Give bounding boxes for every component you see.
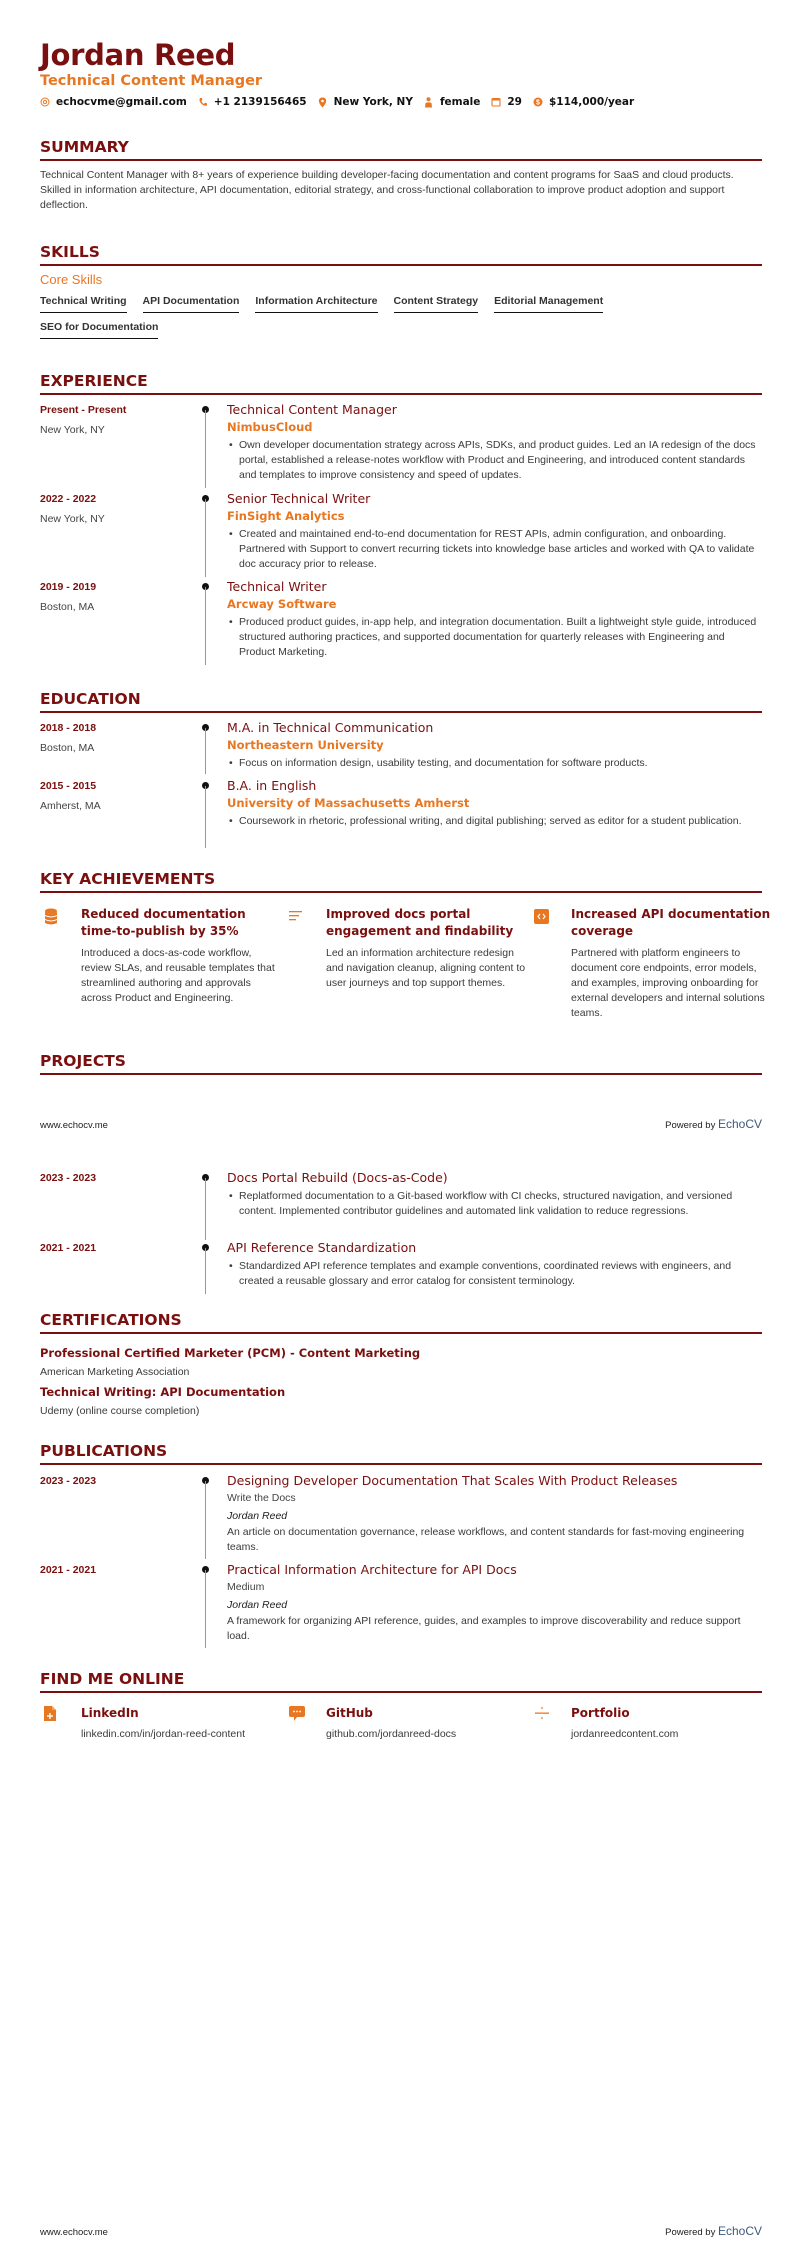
footer-brand[interactable]: EchoCV — [717, 1117, 762, 1131]
experience-bullet: • Own developer documentation strategy across APIs, SDKs, and product guides. Led an IA redesign of the docs portal, established a release-notes workflow with Product and Engineering, and introduced content standards and templates to improve consistency and speed of updates. — [227, 438, 762, 483]
experience-location: New York, NY — [40, 513, 105, 525]
person-icon — [424, 97, 434, 108]
footer-site-link[interactable]: www.echocv.me — [40, 2227, 108, 2238]
skill-tag: SEO for Documentation — [40, 321, 158, 339]
timeline-line — [205, 410, 206, 488]
skill-tag: Content Strategy — [394, 295, 479, 313]
publications-heading: PUBLICATIONS — [40, 1442, 762, 1465]
project-title: API Reference Standardization — [227, 1240, 417, 1255]
education-location: Amherst, MA — [40, 800, 101, 812]
divide-icon — [534, 1705, 550, 1723]
publication-title: Practical Information Architecture for API Docs — [227, 1562, 517, 1577]
online-heading: FIND ME ONLINE — [40, 1670, 762, 1693]
publication-description: A framework for organizing API reference, guides, and examples to improve discoverability and reduce support load. — [227, 1615, 741, 1642]
contact-salary: $ $114,000/year — [533, 96, 634, 108]
page-footer-bottom — [40, 2224, 762, 2238]
timeline-line — [205, 1570, 206, 1648]
education-degree: M.A. in Technical Communication — [227, 720, 434, 735]
experience-bullet: • Created and maintained end-to-end documentation for REST APIs, admin configuration, and onboarding. Partnered with Support to convert recurring tickets into knowledge base articles and worked with QA to validate doc accuracy prior to release. — [227, 527, 762, 572]
project-title: Docs Portal Rebuild (Docs-as-Code) — [227, 1170, 448, 1185]
contact-age: 29 — [491, 96, 522, 108]
experience-role: Technical Writer — [227, 579, 327, 594]
certification-issuer: American Marketing Association — [40, 1366, 190, 1378]
publication-author: Jordan Reed — [227, 1510, 288, 1522]
phone-icon — [198, 97, 208, 107]
page-footer — [40, 1117, 762, 1131]
experience-role: Senior Technical Writer — [227, 491, 371, 506]
education-school: Northeastern University — [227, 738, 384, 752]
publication-author: Jordan Reed — [227, 1599, 288, 1611]
certification-name: Professional Certified Marketer (PCM) - Content Marketing — [40, 1346, 421, 1360]
achievement-title: Improved docs portal engagement and findability — [326, 907, 514, 938]
publication-date: 2023 - 2023 — [40, 1475, 97, 1487]
education-bullet: • Coursework in rhetoric, professional writing, and digital publishing; served as editor for a student publication. — [227, 814, 762, 829]
timeline-line — [205, 1248, 206, 1294]
contact-location: New York, NY — [318, 96, 413, 108]
contact-phone[interactable]: +1 2139156465 — [198, 96, 307, 108]
footer-site-link[interactable]: www.echocv.me — [40, 1120, 108, 1131]
experience-location: New York, NY — [40, 424, 105, 436]
achievement-title: Reduced documentation time-to-publish by 35% — [81, 907, 246, 938]
document-plus-icon — [44, 1705, 60, 1723]
timeline-line — [205, 499, 206, 577]
skills-group-label: Core Skills — [40, 272, 103, 287]
project-bullet: • Standardized API reference templates and example conventions, coordinated reviews with engineers, and created a reusable glossary and error catalog for consistent terminology. — [227, 1259, 762, 1289]
skills-heading: SKILLS — [40, 243, 762, 266]
publication-date: 2021 - 2021 — [40, 1564, 97, 1576]
education-date: 2015 - 2015 — [40, 780, 97, 792]
education-location: Boston, MA — [40, 742, 95, 754]
experience-heading: EXPERIENCE — [40, 372, 762, 395]
online-url[interactable]: github.com/jordanreed-docs — [326, 1728, 457, 1740]
skill-tag: Information Architecture — [255, 295, 377, 313]
skill-tag: API Documentation — [143, 295, 240, 313]
timeline-line — [205, 1178, 206, 1240]
candidate-title: Technical Content Manager — [40, 73, 263, 89]
education-date: 2018 - 2018 — [40, 722, 97, 734]
timeline-line — [205, 728, 206, 774]
at-icon — [40, 97, 50, 107]
achievement-text: Partnered with platform engineers to document core endpoints, error models, and examples, improving onboarding for external developers and internal solutions teams. — [571, 947, 765, 1019]
online-label: Portfolio — [571, 1706, 630, 1720]
publication-description: An article on documentation governance, release workflows, and content standards for fast-moving engineering teams. — [227, 1526, 745, 1553]
project-bullet: • Replatformed documentation to a Git-based workflow with CI checks, structured navigation, and versioned content. Implemented contributor guidelines and automated link validation to reduce regressions. — [227, 1189, 762, 1219]
text-lines-icon — [289, 908, 305, 926]
certification-name: Technical Writing: API Documentation — [40, 1385, 286, 1399]
achievement-text: Introduced a docs-as-code workflow, review SLAs, and reusable templates that streamlined authoring and approvals across Product and Engineering. — [81, 947, 275, 1004]
calendar-icon — [491, 97, 501, 107]
online-label: LinkedIn — [81, 1706, 139, 1720]
footer-brand[interactable]: EchoCV — [717, 2224, 762, 2238]
project-date: 2021 - 2021 — [40, 1242, 97, 1254]
contact-gender: female — [424, 96, 480, 108]
chat-bubble-icon — [289, 1705, 305, 1723]
education-degree: B.A. in English — [227, 778, 317, 793]
experience-company: NimbusCloud — [227, 420, 313, 434]
publication-publisher: Write the Docs — [227, 1492, 296, 1504]
achievements-heading: KEY ACHIEVEMENTS — [40, 870, 762, 893]
skills-row-1 — [40, 295, 603, 313]
experience-role: Technical Content Manager — [227, 402, 397, 417]
skill-tag: Editorial Management — [494, 295, 603, 313]
projects-heading: PROJECTS — [40, 1052, 762, 1075]
certification-issuer: Udemy (online course completion) — [40, 1405, 200, 1417]
achievement-title: Increased API documentation coverage — [571, 907, 771, 938]
achievement-text: Led an information architecture redesign and navigation cleanup, aligning content to user journeys and top support themes. — [326, 947, 526, 989]
code-brackets-icon — [534, 908, 550, 926]
contact-email[interactable]: echocvme@gmail.com — [40, 96, 187, 108]
education-bullet: • Focus on information design, usability testing, and documentation for software products. — [227, 756, 762, 771]
experience-company: FinSight Analytics — [227, 509, 345, 523]
project-date: 2023 - 2023 — [40, 1172, 97, 1184]
experience-location: Boston, MA — [40, 601, 95, 613]
experience-date: 2022 - 2022 — [40, 493, 97, 505]
summary-text: Technical Content Manager with 8+ years of experience building developer-facing documentation and content programs for SaaS and cloud products. Skilled in information architecture, API documentation, editorial strategy, and cross-functional collaboration to improve product adoption and support deflection. — [40, 169, 734, 211]
skills-row-2 — [40, 321, 158, 339]
certifications-heading: CERTIFICATIONS — [40, 1311, 762, 1334]
contact-bar — [40, 96, 645, 108]
experience-date: 2019 - 2019 — [40, 581, 97, 593]
candidate-name: Jordan Reed — [40, 38, 236, 72]
experience-bullet: • Produced product guides, in-app help, and integration documentation. Built a lightweight style guide, introduced structured authoring practices, and supported documentation for quarterly releases with Engineering and Product Marketing. — [227, 615, 762, 660]
publication-title: Designing Developer Documentation That Scales With Product Releases — [227, 1473, 678, 1488]
footer-powered-by: Powered by EchoCV — [665, 2224, 762, 2238]
location-pin-icon — [318, 97, 328, 108]
skill-tag: Technical Writing — [40, 295, 127, 313]
database-stack-icon — [44, 908, 60, 926]
education-heading: EDUCATION — [40, 690, 762, 713]
experience-company: Arcway Software — [227, 597, 337, 611]
experience-date: Present - Present — [40, 404, 127, 416]
timeline-line — [205, 587, 206, 665]
timeline-line — [205, 1481, 206, 1559]
svg-text:$: $ — [536, 99, 540, 107]
timeline-line — [205, 786, 206, 848]
online-label: GitHub — [326, 1706, 373, 1720]
dollar-icon — [533, 97, 543, 107]
online-url[interactable]: jordanreedcontent.com — [571, 1728, 679, 1740]
online-url[interactable]: linkedin.com/in/jordan-reed-content — [81, 1728, 246, 1740]
publication-publisher: Medium — [227, 1581, 265, 1593]
summary-heading: SUMMARY — [40, 138, 762, 161]
education-school: University of Massachusetts Amherst — [227, 796, 470, 810]
footer-powered-by: Powered by EchoCV — [665, 1117, 762, 1131]
